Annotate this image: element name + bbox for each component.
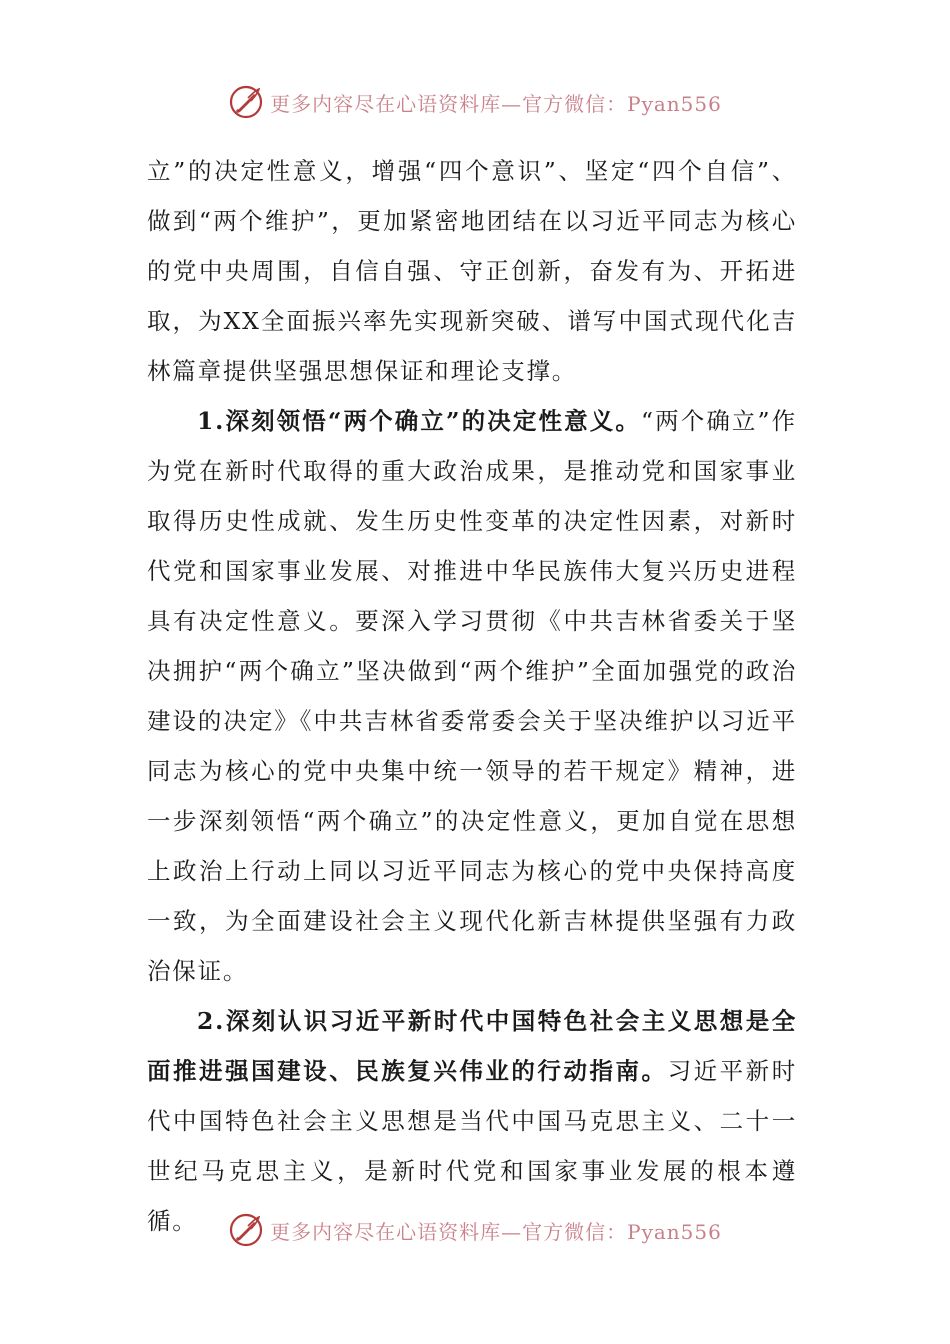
watermark-text: 更多内容尽在心语资料库—官方微信：Pyan556	[270, 1219, 722, 1244]
header-watermark-banner	[0, 80, 950, 124]
point-heading: 1.深刻领悟“两个确立”的决定性意义。	[197, 407, 641, 435]
paragraph-text: “两个确立”作为党在新时代取得的重大政治成果，是推动党和国家事业取得历史性成就、发生历史性变革的决定性因素，对新时代党和国家事业发展、对推进中华民族伟大复兴历史进程具有决定性意义。要深入学习贯彻《中共吉林省委关于坚决拥护“两个确立”坚决做到“两个维护”全面加强党的政治建设的决定》《中共吉林省委常委会关于坚决维护以习近平同志为核心的党中央集中统一领导的若干规定》精神，进一步深刻领悟“两个确立”的决定性意义，更加自觉在思想上政治上行动上同以习近平同志为核心的党中央保持高度一致，为全面建设社会主义现代化新吉林提供坚强有力政治保证。	[147, 407, 797, 985]
document-body	[147, 146, 797, 1246]
paragraph-text: 习近平新时代中国特色社会主义思想是当代中国马克思主义、二十一世纪马克思主义，是新时代党和国家事业发展的根本遵循。	[147, 1057, 798, 1235]
quill-pen-logo-icon	[228, 84, 264, 120]
point-heading: 2.深刻认识习近平新时代中国特色社会主义思想是全面推进强国建设、民族复兴伟业的行动指南。	[147, 1007, 797, 1085]
watermark-text: 更多内容尽在心语资料库—官方微信：Pyan556	[270, 91, 722, 116]
paragraph-intro-continuation	[147, 146, 797, 396]
paragraph-text: 立”的决定性意义，增强“四个意识”、坚定“四个自信”、做到“两个维护”，更加紧密地团结在以习近平同志为核心的党中央周围，自信自强、守正创新，奋发有为、开拓进取，为XX全面振兴率先实现新突破、谱写中国式现代化吉林篇章提供坚强思想保证和理论支撑。	[147, 157, 797, 385]
paragraph-point-1	[147, 396, 797, 996]
footer-watermark-banner	[0, 1208, 950, 1252]
quill-pen-logo-icon	[228, 1212, 264, 1248]
